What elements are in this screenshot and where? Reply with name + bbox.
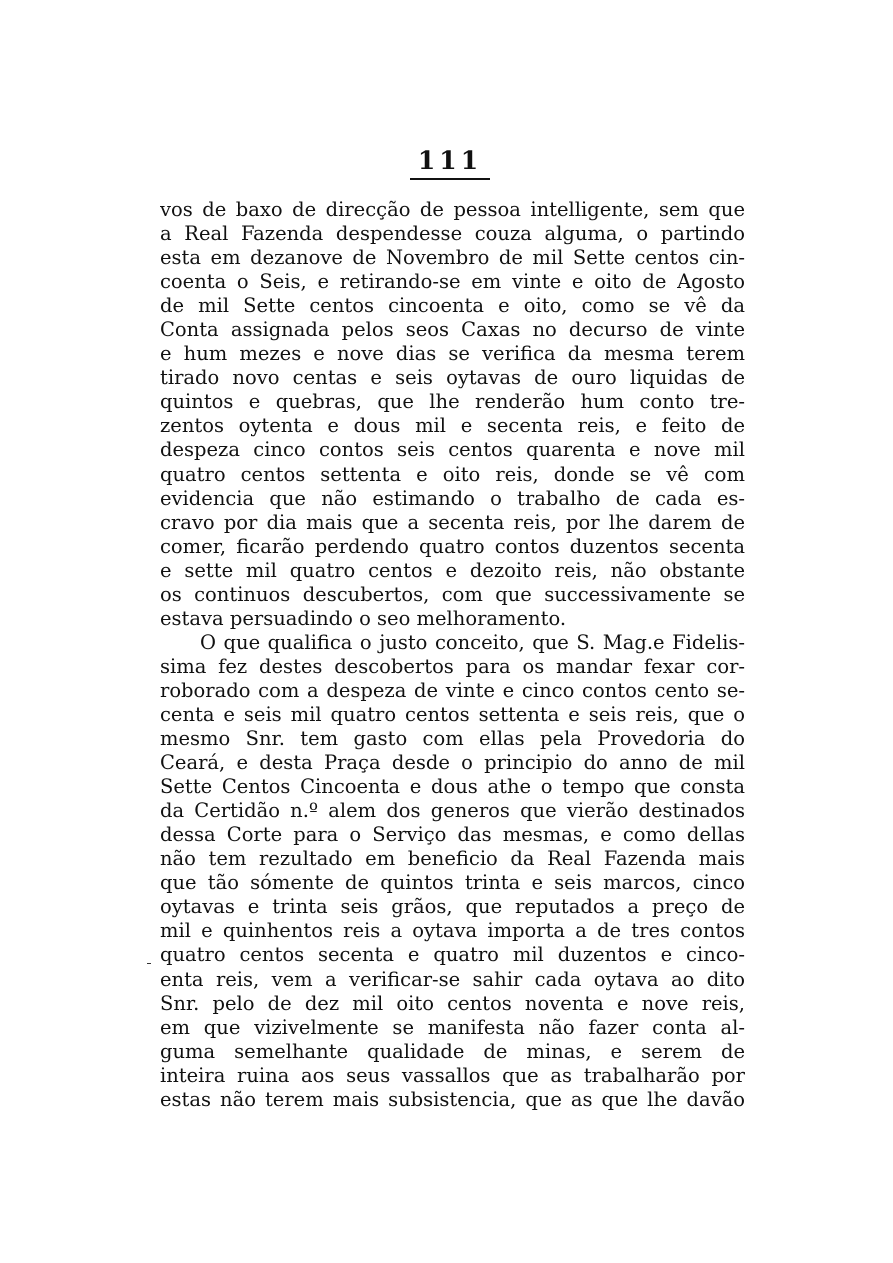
text-line: centa e seis mil quatro centos settenta e seis reis, que o — [160, 702, 745, 726]
text-line: oytavas e trinta seis grãos, que reputados a preço de — [160, 895, 745, 919]
text-line: zentos oytenta e dous mil e secenta reis, e feito de — [160, 414, 745, 438]
text-line: Sette Centos Cincoenta e dous athe o tempo que consta — [160, 775, 745, 799]
text-line: quintos e quebras, que lhe renderão hum conto tre- — [160, 390, 745, 414]
text-line: vos de baxo de direcção de pessoa intelligente, sem que — [160, 198, 745, 221]
text-line: Ceará, e desta Praça desde o principio do anno de mil — [160, 751, 745, 775]
text-line: roborado com a despeza de vinte e cinco contos cento se- — [160, 678, 745, 702]
text-line: quatro centos settenta e oito reis, donde se vê com — [160, 462, 745, 486]
text-line: a Real Fazenda despendesse couza alguma, o partindo — [160, 222, 745, 246]
body-text — [160, 198, 745, 1112]
text-line: dessa Corte para o Serviço das mesmas, e como dellas — [160, 823, 745, 847]
text-line: de mil Sette centos cincoenta e oito, como se vê da — [160, 294, 745, 318]
text-line: quatro centos secenta e quatro mil duzentos e cinco- — [160, 943, 745, 967]
text-line: e sette mil quatro centos e dezoito reis, não obstante — [160, 558, 745, 582]
text-line: Snr. pelo de dez mil oito centos noventa e nove reis, — [160, 991, 745, 1015]
paragraph-start-line: O que qualifica o justo conceito, que S. Mag.e Fidelis- — [200, 630, 745, 654]
text-line: tirado novo centas e seis oytavas de ouro liquidas de — [160, 366, 745, 390]
text-line: estas não terem mais subsistencia, que as que lhe davão — [160, 1087, 745, 1111]
text-line: comer, ficarão perdendo quatro contos duzentos secenta — [160, 534, 745, 558]
text-line: os continuos descubertos, com que successivamente se — [160, 582, 745, 606]
scan-speck — [147, 963, 151, 964]
text-line: não tem rezultado em beneficio da Real Fazenda mais — [160, 847, 745, 871]
text-line: que tão sómente de quintos trinta e seis marcos, cinco — [160, 871, 745, 895]
text-line: da Certidão n.º alem dos generos que vierão destinados — [160, 799, 745, 823]
text-line: mesmo Snr. tem gasto com ellas pela Provedoria do — [160, 727, 745, 751]
text-line: cravo por dia mais que a secenta reis, por lhe darem de — [160, 510, 745, 534]
page-number: 111 — [417, 146, 483, 175]
text-line: em que vizivelmente se manifesta não fazer conta al- — [160, 1015, 745, 1039]
text-line: despeza cinco contos seis centos quarenta e nove mil — [160, 438, 745, 462]
text-line: coenta o Seis, e retirando-se em vinte e oito de Agosto — [160, 270, 745, 294]
text-line: esta em dezanove de Novembro de mil Sette centos cin- — [160, 246, 745, 270]
text-line: enta reis, vem a verificar-se sahir cada oytava ao dito — [160, 967, 745, 991]
text-line: mil e quinhentos reis a oytava importa a de tres contos — [160, 919, 745, 943]
text-line: Conta assignada pelos seos Caxas no decurso de vinte — [160, 318, 745, 342]
text-line: inteira ruina aos seus vassallos que as trabalharão por — [160, 1063, 745, 1087]
page-number-rule — [410, 178, 490, 180]
text-line: evidencia que não estimando o trabalho de cada es- — [160, 486, 745, 510]
text-line: sima fez destes descobertos para os mandar fexar cor- — [160, 654, 745, 678]
text-line: e hum mezes e nove dias se verifica da mesma terem — [160, 342, 745, 366]
text-line: guma semelhante qualidade de minas, e serem de — [160, 1039, 745, 1063]
text-line: estava persuadindo o seo melhoramento. — [160, 606, 567, 630]
